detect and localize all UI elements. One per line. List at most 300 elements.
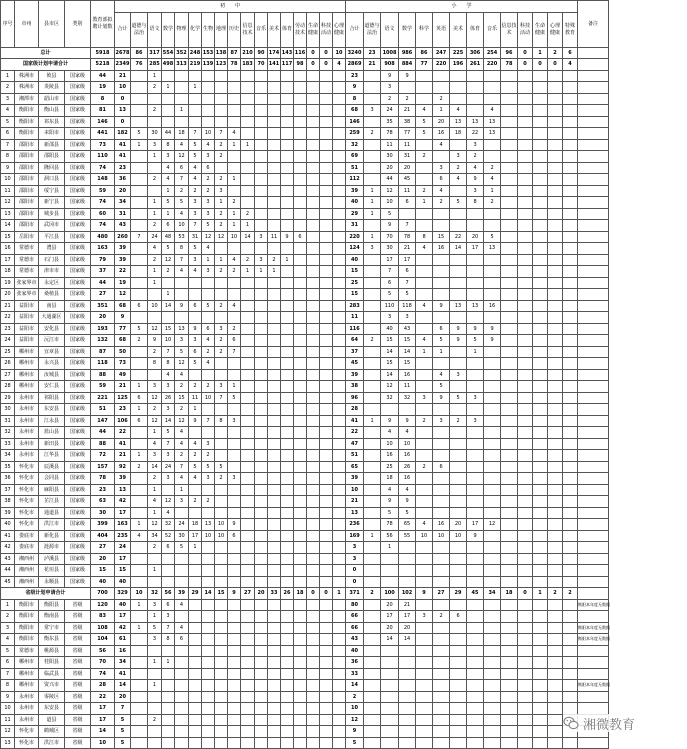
primary-value — [548, 254, 563, 266]
row-county: 绥宁县 — [39, 185, 65, 197]
junior-value: 2 — [148, 105, 162, 117]
junior-value — [202, 105, 215, 117]
row-note — [578, 105, 609, 117]
primary-value — [501, 565, 518, 577]
row-seq: 44 — [1, 565, 15, 577]
junior-value — [148, 553, 162, 565]
junior-value — [255, 289, 268, 301]
junior-value — [281, 381, 294, 393]
junior-value: 143 — [281, 47, 294, 59]
row-category: 国家级 — [65, 300, 91, 312]
primary-value — [364, 323, 381, 335]
primary-value — [548, 185, 563, 197]
junior-value — [241, 369, 255, 381]
junior-value: 2 — [175, 185, 189, 197]
primary-value: 26 — [399, 461, 416, 473]
junior-value: 14 — [148, 461, 162, 473]
primary-value — [450, 565, 467, 577]
junior-value — [320, 254, 333, 266]
junior-value — [241, 392, 255, 404]
primary-value: 70 — [381, 231, 399, 243]
primary-value — [467, 507, 484, 519]
primary-value — [433, 277, 450, 289]
junior-value: 4 — [189, 473, 202, 485]
primary-value — [518, 174, 533, 186]
junior-value — [320, 680, 333, 692]
row-category: 省级 — [65, 668, 91, 680]
junior-total: 20 — [115, 691, 131, 703]
primary-value — [416, 576, 433, 588]
primary-value — [484, 70, 501, 82]
row-note — [578, 312, 609, 324]
row-plan-total: 70 — [91, 657, 115, 669]
primary-total: 146 — [346, 116, 364, 128]
row-category: 国家级 — [65, 565, 91, 577]
primary-value — [518, 668, 533, 680]
primary-value — [433, 404, 450, 416]
primary-value: 14 — [450, 243, 467, 255]
junior-value — [294, 680, 307, 692]
junior-value: 4 — [189, 174, 202, 186]
table-row — [1, 335, 609, 347]
row-city: 郴州市 — [15, 680, 39, 692]
table-row — [1, 82, 609, 94]
primary-value — [563, 289, 578, 301]
junior-value: 15 — [162, 323, 175, 335]
junior-value — [228, 82, 241, 94]
junior-value: 12 — [175, 415, 189, 427]
junior-value: 44 — [162, 128, 175, 140]
junior-total: 16 — [115, 645, 131, 657]
junior-value — [189, 599, 202, 611]
primary-value: 9 — [433, 392, 450, 404]
row-note — [578, 231, 609, 243]
junior-value: 13 — [175, 323, 189, 335]
row-category: 国家级 — [65, 335, 91, 347]
junior-value — [294, 70, 307, 82]
primary-value — [518, 645, 533, 657]
junior-value: 76 — [131, 59, 148, 71]
junior-value — [255, 335, 268, 347]
junior-value — [268, 404, 281, 416]
junior-value — [131, 151, 148, 163]
junior-value — [333, 105, 346, 117]
junior-value — [320, 208, 333, 220]
primary-value — [364, 576, 381, 588]
junior-value — [241, 70, 255, 82]
junior-value: 1 — [148, 507, 162, 519]
junior-value — [241, 668, 255, 680]
junior-value: 2 — [175, 450, 189, 462]
primary-value — [416, 289, 433, 301]
primary-value — [467, 576, 484, 588]
row-seq: 25 — [1, 346, 15, 358]
primary-value: 15 — [399, 358, 416, 370]
junior-value — [281, 128, 294, 140]
junior-value: 2 — [148, 220, 162, 232]
junior-value — [281, 197, 294, 209]
junior-value: 2 — [268, 254, 281, 266]
junior-value — [333, 703, 346, 715]
primary-value: 1 — [364, 197, 381, 209]
row-category: 国家级 — [65, 93, 91, 105]
junior-value — [320, 174, 333, 186]
junior-value: 1 — [228, 220, 241, 232]
primary-value: 14 — [381, 369, 399, 381]
primary-value: 9 — [484, 323, 501, 335]
header-primary-subject: 道德与法治 — [364, 12, 381, 47]
primary-value: 3 — [450, 369, 467, 381]
row-plan-total: 78 — [91, 473, 115, 485]
junior-value — [320, 473, 333, 485]
junior-value — [255, 553, 268, 565]
header-junior-subject: 化学 — [189, 12, 202, 47]
junior-value: 52 — [162, 530, 175, 542]
primary-value — [416, 565, 433, 577]
junior-value — [255, 392, 268, 404]
primary-value — [533, 404, 548, 416]
table-row — [1, 714, 609, 726]
primary-value — [433, 266, 450, 278]
primary-value: 38 — [399, 116, 416, 128]
primary-value — [518, 507, 533, 519]
junior-value — [148, 726, 162, 738]
junior-value — [320, 519, 333, 531]
primary-value: 4 — [433, 139, 450, 151]
primary-value — [533, 220, 548, 232]
junior-value — [175, 93, 189, 105]
primary-value: 6 — [381, 277, 399, 289]
primary-value: 225 — [450, 47, 467, 59]
primary-value: 2 — [399, 93, 416, 105]
primary-value — [501, 82, 518, 94]
primary-value — [381, 404, 399, 416]
primary-value: 11 — [399, 381, 416, 393]
header-primary-subject: 心理健康 — [548, 12, 563, 47]
junior-value — [268, 197, 281, 209]
junior-value — [307, 300, 320, 312]
primary-value — [433, 599, 450, 611]
primary-value — [433, 645, 450, 657]
row-plan-total: 118 — [91, 358, 115, 370]
row-category: 国家级 — [65, 369, 91, 381]
junior-value: 1 — [148, 484, 162, 496]
junior-value — [215, 668, 228, 680]
primary-value — [501, 243, 518, 255]
row-county: 炎陵县 — [39, 82, 65, 94]
junior-value — [131, 611, 148, 623]
primary-value — [548, 346, 563, 358]
junior-value: 30 — [175, 530, 189, 542]
junior-value: 3 — [148, 139, 162, 151]
primary-value — [416, 93, 433, 105]
row-city: 湘西州 — [15, 576, 39, 588]
primary-value: 4 — [416, 335, 433, 347]
table-row — [1, 243, 609, 255]
primary-value — [381, 565, 399, 577]
header-primary-subject: 生命健康 — [533, 12, 548, 47]
row-category: 国家级 — [65, 174, 91, 186]
primary-value — [399, 691, 416, 703]
primary-value — [563, 231, 578, 243]
primary-value — [548, 530, 563, 542]
primary-value — [548, 484, 563, 496]
primary-value: 13 — [484, 116, 501, 128]
junior-value — [320, 162, 333, 174]
primary-value — [416, 438, 433, 450]
primary-value — [364, 266, 381, 278]
header-junior-subject: 历史 — [228, 12, 241, 47]
junior-value — [281, 277, 294, 289]
junior-value — [202, 714, 215, 726]
primary-value: 77 — [399, 128, 416, 140]
junior-value — [202, 312, 215, 324]
junior-total: 41 — [115, 668, 131, 680]
primary-value: 1 — [416, 346, 433, 358]
row-seq: 7 — [1, 139, 15, 151]
junior-value — [162, 726, 175, 738]
primary-value — [467, 691, 484, 703]
junior-value — [175, 289, 189, 301]
primary-value — [501, 599, 518, 611]
junior-value — [320, 185, 333, 197]
junior-value: 1 — [131, 404, 148, 416]
row-county: 新邵县 — [39, 139, 65, 151]
junior-value — [189, 289, 202, 301]
primary-total: 64 — [346, 335, 364, 347]
primary-value: 3 — [416, 392, 433, 404]
row-county: 芷江县 — [39, 496, 65, 508]
junior-value — [307, 726, 320, 738]
primary-value — [484, 565, 501, 577]
junior-value: 5 — [131, 128, 148, 140]
primary-value — [501, 461, 518, 473]
primary-value — [533, 369, 548, 381]
primary-total: 33 — [346, 668, 364, 680]
junior-value — [268, 565, 281, 577]
row-city: 永州市 — [15, 415, 39, 427]
primary-value: 44 — [381, 174, 399, 186]
junior-value — [320, 553, 333, 565]
primary-value — [563, 691, 578, 703]
primary-value — [563, 220, 578, 232]
primary-value — [533, 162, 548, 174]
junior-value — [268, 691, 281, 703]
row-county: 蓝山县 — [39, 427, 65, 439]
primary-value — [450, 266, 467, 278]
junior-value: 5 — [175, 197, 189, 209]
primary-value — [450, 726, 467, 738]
primary-value — [416, 369, 433, 381]
primary-total: 9 — [346, 726, 364, 738]
junior-value — [148, 116, 162, 128]
header-junior-subject: 心理健康 — [333, 12, 346, 47]
junior-value: 1 — [148, 197, 162, 209]
junior-value — [241, 427, 255, 439]
row-city: 郴州市 — [15, 668, 39, 680]
primary-value: 13 — [467, 300, 484, 312]
row-county: 新宁县 — [39, 197, 65, 209]
primary-value: 254 — [484, 47, 501, 59]
junior-value — [215, 680, 228, 692]
row-seq: 8 — [1, 680, 15, 692]
primary-value: 16 — [433, 128, 450, 140]
junior-value — [228, 358, 241, 370]
junior-value — [281, 599, 294, 611]
primary-value — [563, 576, 578, 588]
junior-value — [307, 231, 320, 243]
junior-value: 5 — [162, 243, 175, 255]
junior-value — [131, 634, 148, 646]
primary-value — [518, 714, 533, 726]
junior-value: 1 — [215, 197, 228, 209]
junior-value: 5 — [228, 392, 241, 404]
primary-value — [533, 151, 548, 163]
primary-value — [433, 714, 450, 726]
junior-value — [281, 565, 294, 577]
junior-value — [307, 484, 320, 496]
row-category: 国家级 — [65, 243, 91, 255]
row-seq: 24 — [1, 335, 15, 347]
primary-value — [563, 530, 578, 542]
primary-value — [484, 484, 501, 496]
junior-value — [307, 530, 320, 542]
junior-value: 8 — [175, 243, 189, 255]
primary-value — [433, 82, 450, 94]
primary-value — [548, 93, 563, 105]
junior-value — [228, 450, 241, 462]
junior-value: 3 — [175, 496, 189, 508]
primary-value — [563, 404, 578, 416]
primary-value: 9 — [381, 415, 399, 427]
junior-value — [307, 668, 320, 680]
junior-value — [333, 116, 346, 128]
junior-value — [268, 346, 281, 358]
primary-value — [518, 726, 533, 738]
junior-value — [202, 703, 215, 715]
primary-value — [563, 415, 578, 427]
junior-value: 6 — [202, 162, 215, 174]
row-seq: 23 — [1, 323, 15, 335]
primary-value — [518, 622, 533, 634]
junior-total: 42 — [115, 496, 131, 508]
junior-value — [241, 542, 255, 554]
primary-value — [533, 484, 548, 496]
junior-value — [255, 139, 268, 151]
junior-value: 4 — [228, 254, 241, 266]
primary-value — [518, 128, 533, 140]
row-note — [578, 70, 609, 82]
primary-value — [450, 507, 467, 519]
junior-value: 4 — [162, 174, 175, 186]
junior-value — [281, 691, 294, 703]
primary-value: 9 — [433, 300, 450, 312]
row-category: 国家级 — [65, 277, 91, 289]
primary-value — [518, 530, 533, 542]
primary-value — [364, 93, 381, 105]
primary-value — [484, 473, 501, 485]
row-category: 省级 — [65, 657, 91, 669]
junior-value — [215, 714, 228, 726]
primary-value — [364, 162, 381, 174]
primary-value — [450, 461, 467, 473]
primary-value — [533, 714, 548, 726]
primary-value: 5 — [399, 289, 416, 301]
junior-value: 5 — [189, 358, 202, 370]
junior-value: 12 — [175, 151, 189, 163]
primary-value — [548, 151, 563, 163]
junior-value: 3 — [202, 208, 215, 220]
primary-value — [433, 634, 450, 646]
junior-value — [148, 289, 162, 301]
row-city: 永州市 — [15, 392, 39, 404]
primary-value — [501, 530, 518, 542]
junior-value — [294, 174, 307, 186]
row-note — [578, 243, 609, 255]
junior-value: 183 — [241, 59, 255, 71]
primary-total: 9 — [346, 82, 364, 94]
junior-value — [307, 105, 320, 117]
primary-value — [518, 358, 533, 370]
junior-value — [215, 369, 228, 381]
junior-value — [131, 668, 148, 680]
junior-value — [215, 726, 228, 738]
junior-value: 3 — [189, 197, 202, 209]
row-seq: 17 — [1, 254, 15, 266]
primary-value — [501, 450, 518, 462]
primary-value — [399, 714, 416, 726]
primary-value — [484, 369, 501, 381]
primary-value — [501, 174, 518, 186]
primary-value — [533, 657, 548, 669]
table-row — [1, 703, 609, 715]
primary-value — [501, 726, 518, 738]
junior-value — [268, 128, 281, 140]
primary-value — [533, 254, 548, 266]
primary-value — [433, 358, 450, 370]
primary-value — [450, 737, 467, 749]
junior-value — [281, 82, 294, 94]
junior-value — [281, 645, 294, 657]
primary-value — [518, 70, 533, 82]
primary-value: 32 — [399, 392, 416, 404]
row-city: 永州市 — [15, 714, 39, 726]
total-label: 总计 — [1, 47, 91, 59]
primary-value — [364, 312, 381, 324]
row-seq: 32 — [1, 427, 15, 439]
junior-value: 1 — [131, 381, 148, 393]
junior-value: 5 — [189, 461, 202, 473]
primary-value — [484, 530, 501, 542]
primary-value — [467, 657, 484, 669]
junior-value — [148, 645, 162, 657]
junior-value — [268, 657, 281, 669]
primary-value: 13 — [450, 300, 467, 312]
junior-value — [202, 369, 215, 381]
row-city: 郴州市 — [15, 381, 39, 393]
primary-value — [563, 668, 578, 680]
junior-value — [333, 691, 346, 703]
junior-value — [175, 680, 189, 692]
junior-value — [320, 634, 333, 646]
primary-value: 3 — [467, 185, 484, 197]
primary-value: 2 — [433, 611, 450, 623]
junior-value — [333, 576, 346, 588]
junior-value — [255, 496, 268, 508]
primary-value — [548, 300, 563, 312]
row-seq: 20 — [1, 289, 15, 301]
primary-value — [364, 174, 381, 186]
